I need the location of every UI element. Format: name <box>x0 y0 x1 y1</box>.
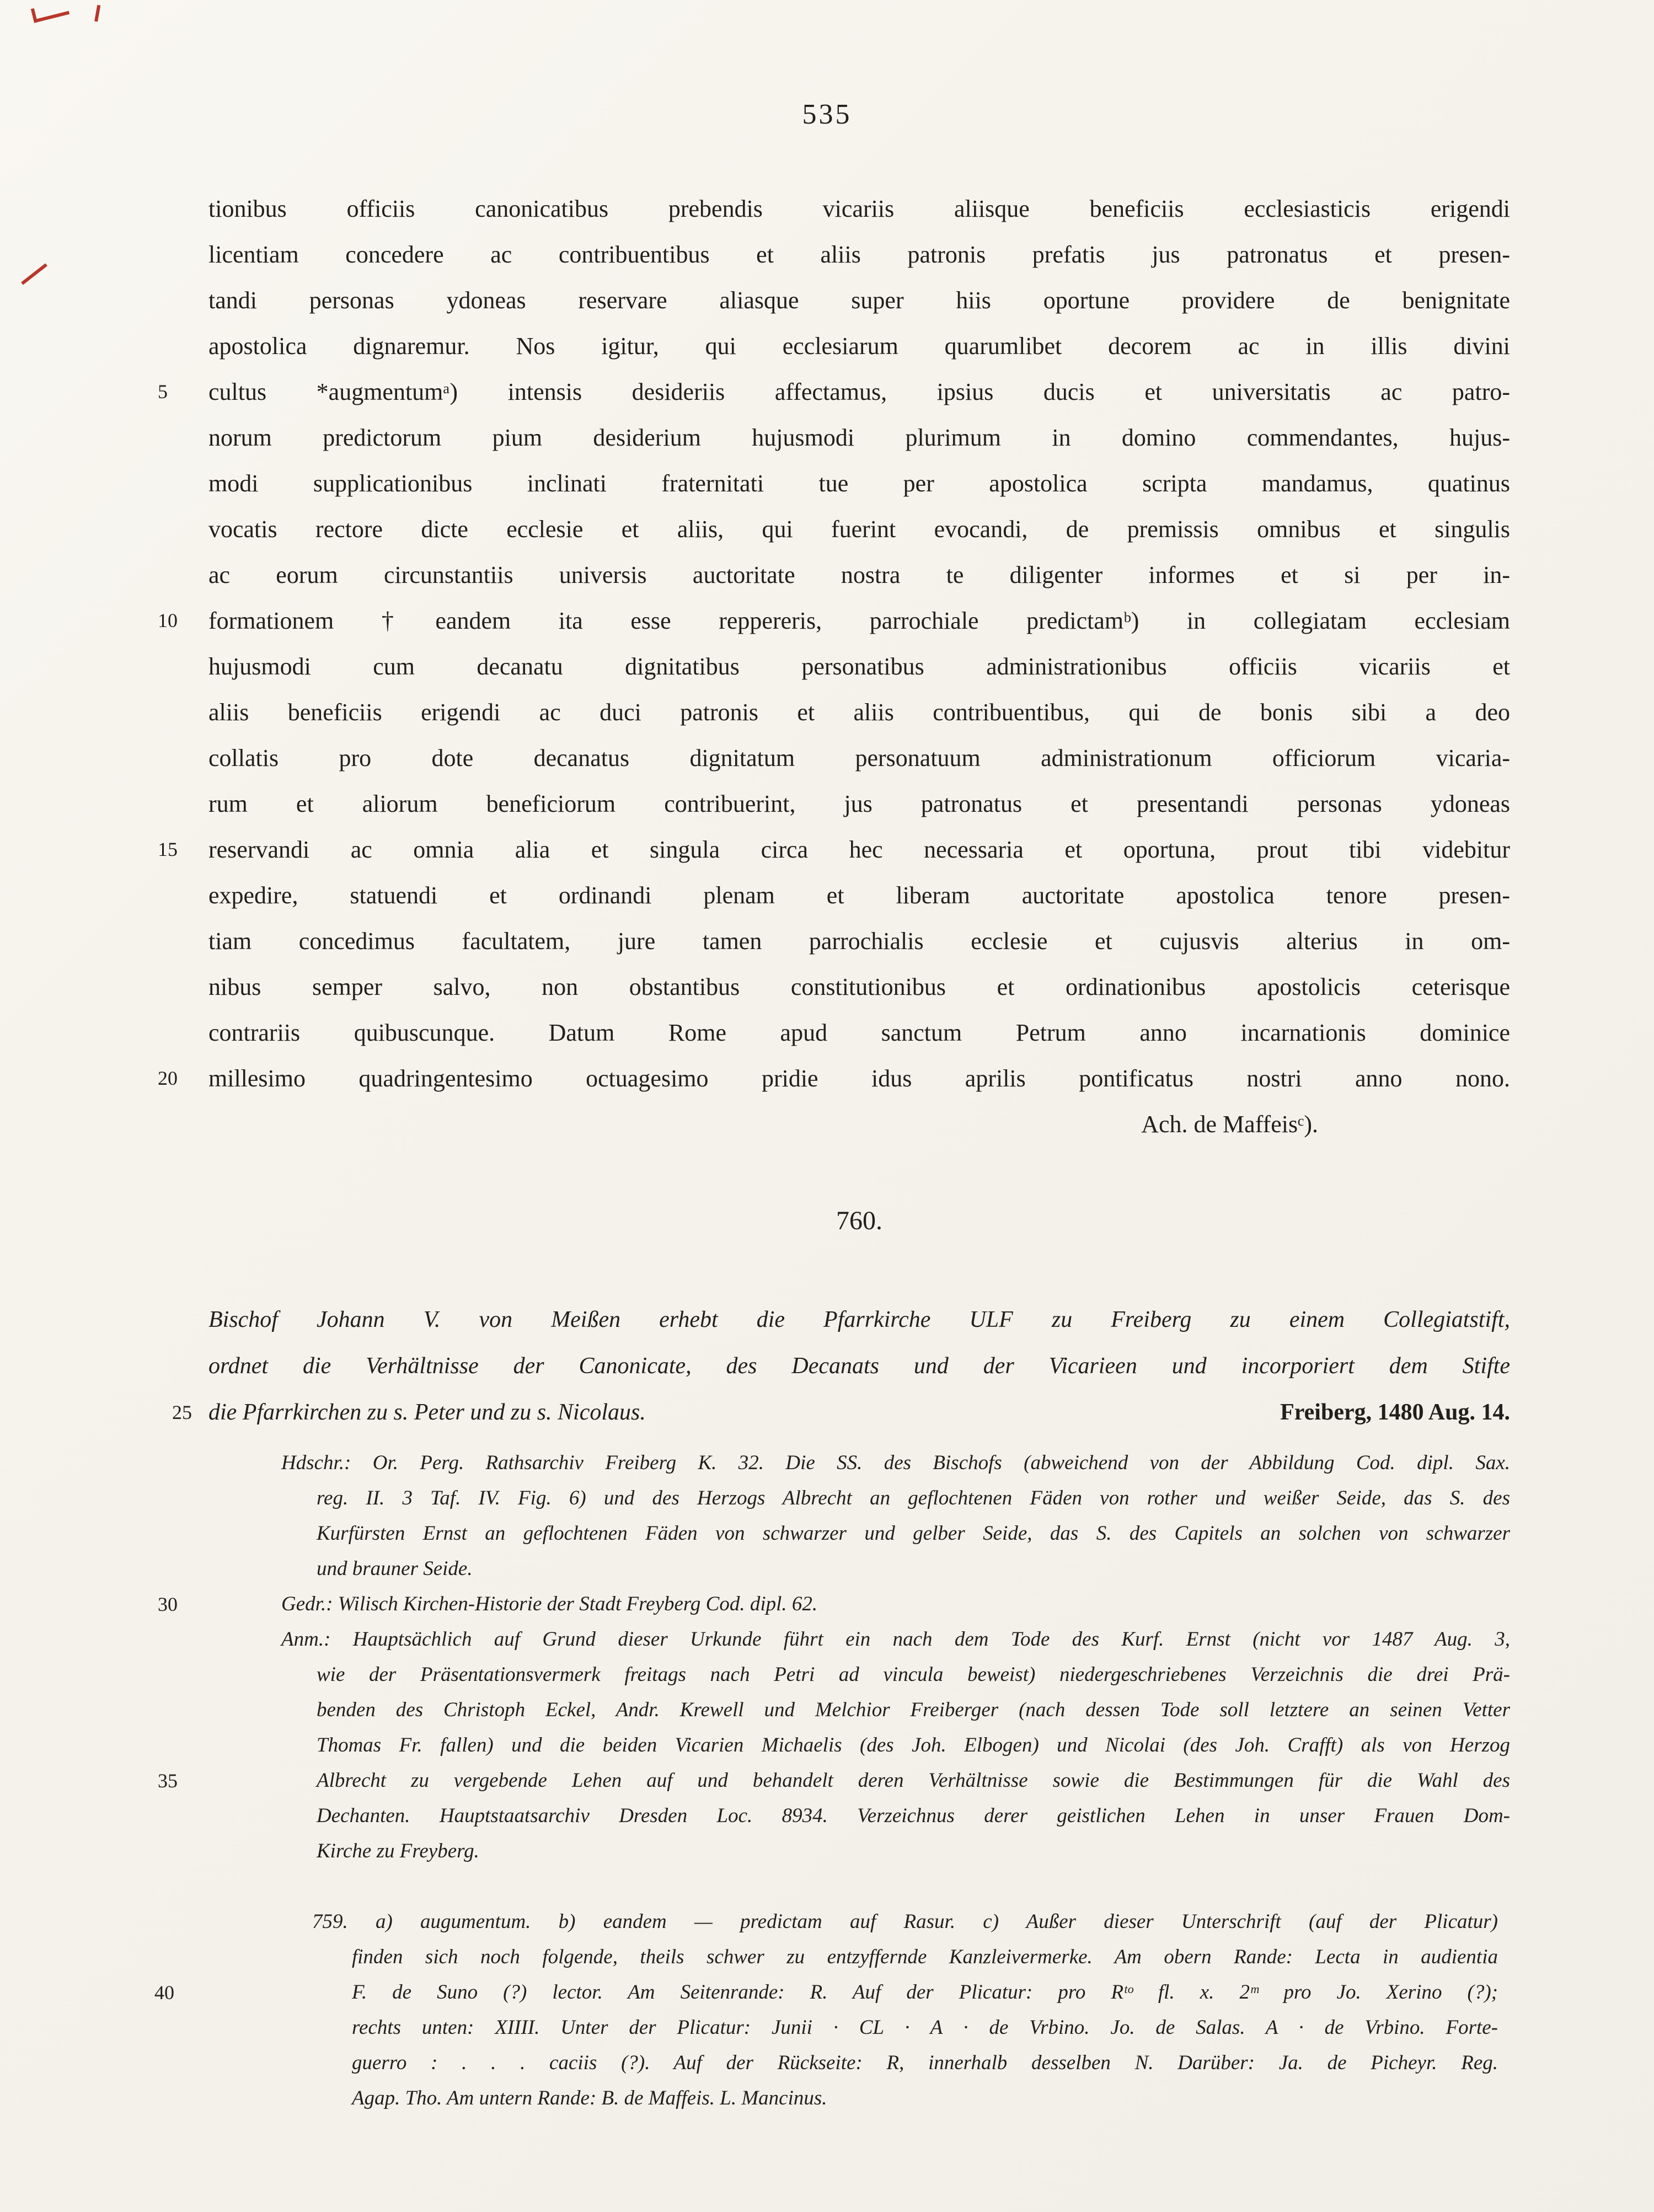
body-line-text: formationem †eandem ita esse reppereris, parrochiale predictamᵇ) in collegiatam ecclesiam <box>208 607 1510 634</box>
red-pen-mark-icon <box>21 263 47 285</box>
anm-line: Dechanten. Hauptstaatsarchiv Dresden Loc. 8934. Verzeichnus derer geistlichen Lehen in unser Frauen Dom- <box>317 1804 1510 1827</box>
margin-line-number: 40 <box>154 1981 174 2004</box>
apparatus-block <box>158 1445 1510 1869</box>
notary-signature: Ach. de Maffeisᶜ). <box>1141 1111 1318 1138</box>
body-line-text: millesimo quadringentesimo octuagesimo pridie idus aprilis pontificatus nostri anno nono. <box>208 1065 1510 1092</box>
anm-line: Kirche zu Freyberg. <box>317 1840 479 1862</box>
body-line: contrariis quibuscunque. Datum Rome apud sanctum Petrum anno incarnationis dominice <box>208 1019 1510 1046</box>
anm-line-text: Albrecht zu vergebende Lehen auf und behandelt deren Verhältnisse sowie die Bestimmungen für die Wahl des <box>317 1769 1510 1792</box>
page-number: 535 <box>802 99 852 130</box>
anm-line: Thomas Fr. fallen) und die beiden Vicarien Michaelis (des Joh. Elbogen) und Nicolai (des Joh. Crafft) als von Herzog <box>317 1734 1510 1756</box>
footnotes-block <box>154 1904 1498 2116</box>
document-759-text-block <box>158 186 1510 1436</box>
margin-line-number: 5 <box>158 381 168 403</box>
body-line: tiam concedimus facultatem, jure tamen parrochialis ecclesie et cujusvis alterius in om- <box>208 928 1510 955</box>
footnote-line: rechts unten: XIIII. Unter der Plicatur: Junii · CL · A · de Vrbino. Jo. de Salas. A · de Vrbino. Forte- <box>352 2016 1498 2039</box>
body-line: rum et aliorum beneficiorum contribuerint, jus patronatus et presentandi personas ydoneas <box>208 790 1510 817</box>
body-line: norum predictorum pium desiderium hujusmodi plurimum in domino commendantes, hujus- <box>208 424 1510 451</box>
regest-last-line <box>172 1389 1510 1436</box>
body-line-text: reservandi ac omnia alia et singula circa hec necessaria et oportuna, prout tibi videbitur <box>208 836 1510 863</box>
body-line: licentiam concedere ac contribuentibus et aliis patronis prefatis jus patronatus et presen- <box>208 241 1510 268</box>
body-line: nibus semper salvo, non obstantibus constitutionibus et ordinationibus apostolicis ceterisque <box>208 973 1510 1000</box>
document-date: Freiberg, 1480 Aug. 14. <box>1280 1400 1510 1425</box>
gedr-line <box>158 1587 1510 1622</box>
anm-line: Anm.: Hauptsächlich auf Grund dieser Urkunde führt ein nach dem Tode des Kurf. Ernst (nicht vor 1487 Aug. 3, <box>281 1628 1510 1651</box>
body-line: tionibus officiis canonicatibus prebendis vicariis aliisque beneficiis ecclesiasticis erigendi <box>208 195 1510 222</box>
body-line: hujusmodi cum decanatu dignitatibus personatibus administrationibus officiis vicariis et <box>208 653 1510 680</box>
body-line: modi supplicationibus inclinati fraternitati tue per apostolica scripta mandamus, quatinus <box>208 470 1510 497</box>
body-line: expedire, statuendi et ordinandi plenam et liberam auctoritate apostolica tenore presen- <box>208 882 1510 909</box>
body-line <box>158 827 1510 872</box>
anm-line: wie der Präsentationsvermerk freitags nach Petri ad vincula beweist) niedergeschriebenes Verzeichnis die drei Prä- <box>317 1663 1510 1686</box>
hdschr-line: Kurfürsten Ernst an geflochtenen Fäden von schwarzer und gelber Seide, das S. des Capitels an solchen von schwarzer <box>317 1522 1510 1545</box>
body-line <box>158 598 1510 644</box>
anm-line: benden des Christoph Eckel, Andr. Krewell und Melchior Freiberger (nach dessen Tode soll letztere an seinen Vetter <box>317 1699 1510 1721</box>
body-line <box>158 369 1510 415</box>
footnote-line: Agap. Tho. Am untern Rande: B. de Maffeis. L. Mancinus. <box>352 2087 827 2109</box>
gedr-line-text: Gedr.: Wilisch Kirchen-Historie der Stadt Freyberg Cod. dipl. 62. <box>281 1593 818 1615</box>
document-number-heading: 760. <box>836 1206 882 1235</box>
hdschr-line: und brauner Seide. <box>317 1557 473 1580</box>
body-line-text: cultus *augmentumᵃ) intensis desideriis affectamus, ipsius ducis et universitatis ac patro- <box>208 378 1510 405</box>
body-line: tandi personas ydoneas reservare aliasque super hiis oportune providere de benignitate <box>208 287 1510 314</box>
anm-line <box>158 1763 1510 1798</box>
margin-line-number: 15 <box>158 838 178 860</box>
margin-line-number: 10 <box>158 609 178 631</box>
document-760-regest <box>172 1297 1510 1436</box>
body-line <box>158 1056 1510 1101</box>
body-line: apostolica dignaremur. Nos igitur, qui ecclesiarum quarumlibet decorem ac in illis divini <box>208 333 1510 360</box>
body-line: ac eorum circunstantiis universis auctoritate nostra te diligenter informes et si per in- <box>208 561 1510 588</box>
footnote-line: 759. a) augumentum. b) eandem — predictam auf Rasur. c) Außer dieser Unterschrift (auf der Plicatur) <box>312 1910 1498 1933</box>
regest-line: Bischof Johann V. von Meißen erhebt die Pfarrkirche ULF zu Freiberg zu einem Collegiatstift, <box>208 1307 1510 1332</box>
footnote-line-text: F. de Suno (?) lector. Am Seitenrande: R. Auf der Plicatur: pro Rᵗᵒ fl. x. 2ᵐ pro Jo. Xerino (?); <box>352 1981 1498 2004</box>
margin-line-number: 35 <box>158 1770 178 1792</box>
margin-line-number: 25 <box>172 1401 192 1423</box>
footnote-line: finden sich noch folgende, theils schwer zu entzyffernde Kanzleivermerke. Am obern Rande: Lecta in audientia <box>352 1946 1498 1968</box>
regest-line-text: die Pfarrkirchen zu s. Peter und zu s. Nicolaus. <box>208 1400 646 1425</box>
margin-line-number: 20 <box>158 1067 178 1089</box>
footnote-line: guerro : . . . caciis (?). Auf der Rückseite: R, innerhalb desselben N. Darüber: Ja. de Picheyr. Reg. <box>352 2052 1498 2074</box>
body-line: aliis beneficiis erigendi ac duci patronis et aliis contribuentibus, qui de bonis sibi a deo <box>208 699 1510 726</box>
footnote-line <box>154 1975 1498 2010</box>
body-line: collatis pro dote decanatus dignitatum personatuum administrationum officiorum vicaria- <box>208 745 1510 772</box>
margin-line-number: 30 <box>158 1593 178 1615</box>
hdschr-line: reg. II. 3 Taf. IV. Fig. 6) und des Herzogs Albrecht an geflochtenen Fäden von rother und weißer Seide, das S. des <box>317 1487 1510 1509</box>
hdschr-line: Hdschr.: Or. Perg. Rathsarchiv Freiberg K. 32. Die SS. des Bischofs (abweichend von der Abbildung Cod. dipl. Sax. <box>281 1452 1510 1474</box>
regest-line: ordnet die Verhältnisse der Canonicate, des Decanats und der Vicarieen und incorporiert dem Stifte <box>208 1353 1510 1379</box>
body-line: vocatis rectore dicte ecclesie et aliis, qui fuerint evocandi, de premissis omnibus et singulis <box>208 516 1510 543</box>
